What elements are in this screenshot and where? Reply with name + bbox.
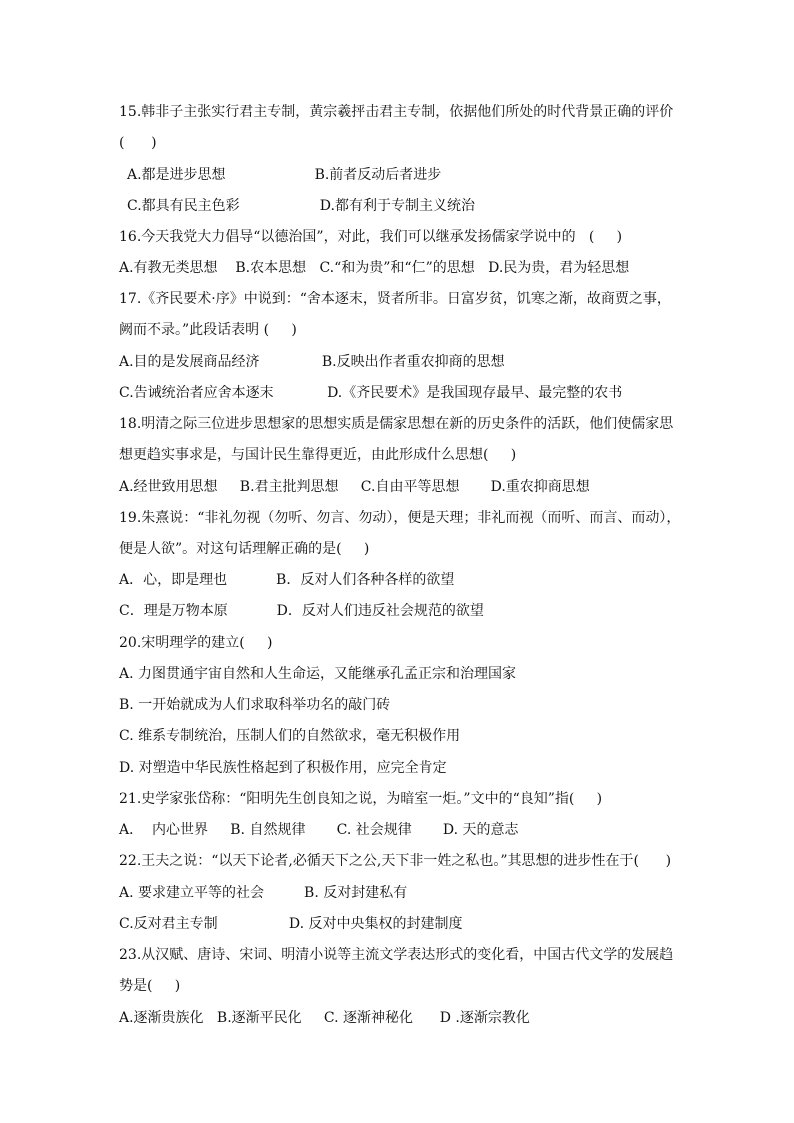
question-17-stem-line2: 阙而不录。”此段话表明 ( ) (119, 322, 297, 338)
question-20-option-d: D. 对塑造中华民族性格起到了积极作用，应完全肯定 (119, 760, 447, 776)
question-20-option-b: B. 一开始就成为人们求取科举功名的敲门砖 (119, 697, 391, 713)
question-20-option-a: A. 力图贯通宇宙自然和人生命运，又能继承孔孟正宗和治理国家 (119, 666, 517, 682)
question-19-stem-line1: 19.朱熹说：“非礼勿视（勿听、勿言、勿动），便是天理；非礼而视（而听、而言、而动）， (119, 510, 681, 526)
question-20-option-c: C. 维系专制统治，压制人们的自然欲求，毫无积极作用 (119, 728, 461, 744)
question-19-stem-line2: 便是人欲”。对这句话理解正确的是( ) (119, 541, 370, 557)
question-18-options: A.经世致用思想 B.君主批判思想 C.自由平等思想 D.重农抑商思想 (119, 479, 590, 495)
question-23-options: A.逐渐贵族化 B.逐渐平民化 C. 逐渐神秘化 D .逐渐宗教化 (119, 1010, 530, 1026)
question-15-stem: 15.韩非子主张实行君主专制，黄宗羲抨击君主专制，依据他们所处的时代背景正确的评价 (119, 104, 674, 120)
question-21-options: A． 内心世界 B. 自然规律 C. 社会规律 D. 天的意志 (119, 822, 519, 838)
question-23-stem-line2: 势是( ) (119, 978, 181, 994)
question-20-stem: 20.宋明理学的建立( ) (119, 635, 273, 651)
question-15-blank: ( ) (119, 135, 157, 151)
question-17-options-ab: A.目的是发展商品经济 B.反映出作者重农抑商的思想 (119, 354, 505, 370)
question-18-stem-line2: 想更趋实事求是，与国计民生靠得更近，由此形成什么思想( ) (119, 447, 517, 463)
question-21-stem: 21.史学家张岱称：“阳明先生创良知之说，为暗室一炬。”文中的“良知”指( ) (119, 791, 603, 807)
question-19-options-ab: A．心，即是理也 B．反对人们各种各样的欲望 (119, 572, 455, 588)
question-18-stem-line1: 18.明清之际三位进步思想家的思想实质是儒家思想在新的历史条件的活跃，他们使儒家思 (119, 416, 674, 432)
question-22-options-cd: C.反对君主专制 D. 反对中央集权的封建制度 (119, 916, 463, 932)
question-19-options-cd: C．理是万物本原 D．反对人们违反社会规范的欲望 (119, 603, 484, 619)
question-17-stem-line1: 17.《齐民要术·序》中说到：“舍本逐末，贤者所非。日富岁贫，饥寒之渐，故商贾之事， (119, 291, 671, 307)
question-22-stem: 22.王夫之说：“以天下论者,必循天下之公,天下非一姓之私也。”其思想的进步性在于( ) (119, 853, 672, 869)
question-15-options-ab: A.都是进步思想 B.前者反动后者进步 (127, 167, 442, 183)
question-15-options-cd: C.都具有民主色彩 D.都有利于专制主义统治 (127, 198, 475, 214)
question-17-options-cd: C.告诫统治者应舍本逐末 D.《齐民要术》是我国现存最早、最完整的农书 (119, 385, 623, 401)
question-16-options: A.有教无类思想 B.农本思想 C.“和为贵”和“仁”的思想 D.民为贵，君为轻思想 (119, 260, 630, 276)
question-22-options-ab: A. 要求建立平等的社会 B. 反对封建私有 (119, 885, 408, 901)
question-23-stem-line1: 23.从汉赋、唐诗、宋词、明清小说等主流文学表达形式的变化看，中国古代文学的发展趋 (119, 947, 674, 963)
question-16-stem: 16.今天我党大力倡导“以德治国”，对此，我们可以继承发扬儒家学说中的 ( ) (119, 229, 623, 245)
